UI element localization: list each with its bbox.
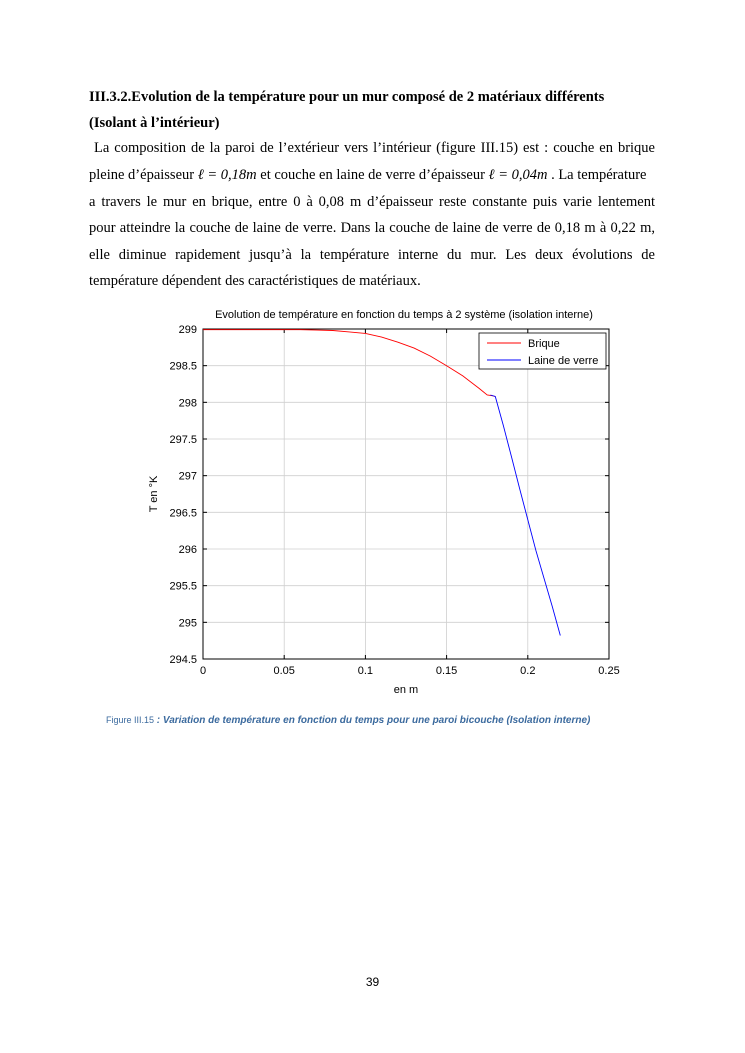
- paragraph-line-3: a travers le mur en brique, entre 0 à 0,08 m d’épaisseur reste constante puis varie lentement: [89, 194, 655, 210]
- paragraph-text: . La température: [547, 167, 647, 183]
- y-tick-label: 296.5: [169, 507, 197, 520]
- x-tick-label: 0.15: [435, 665, 458, 677]
- legend-label: Brique: [528, 338, 560, 350]
- plot-frame: [203, 329, 609, 659]
- x-tick-label: 0.2: [520, 665, 536, 677]
- paragraph-line-1: La composition de la paroi de l’extérieur vers l’intérieur (figure III.15) est : couche en brique: [89, 140, 655, 156]
- figure-caption: [106, 715, 590, 726]
- paragraph-text: et couche en laine de verre d’épaisseur: [256, 167, 489, 183]
- x-tick-label: 0.25: [598, 665, 620, 677]
- y-tick-label: 295.5: [169, 580, 197, 593]
- equation-thickness-glasswool: ℓ = 0,04m: [488, 167, 548, 183]
- x-tick-label: 0.05: [273, 665, 295, 677]
- y-tick-label: 296: [178, 544, 197, 556]
- section-subheading: (Isolant à l’intérieur): [89, 115, 220, 131]
- paragraph-line-5: elle diminue rapidement jusqu’à la température interne du mur. Les deux évolutions de: [89, 247, 655, 263]
- figure-caption-text: : Variation de température en fonction du temps pour une paroi bicouche (Isolation interne): [154, 715, 591, 726]
- y-tick-label: 298.5: [169, 360, 197, 373]
- series-line-brique: [203, 330, 495, 397]
- x-tick-label: 0: [199, 665, 207, 677]
- y-tick-label: 295: [178, 617, 197, 630]
- section-heading: III.3.2.Evolution de la température pour un mur composé de 2 matériaux différents: [89, 89, 605, 105]
- series-line-laine-de-verre: [490, 395, 560, 636]
- paragraph-line-4: pour atteindre la couche de laine de verre. Dans la couche de laine de verre de 0,18 m à 0,22 m,: [89, 220, 655, 236]
- y-tick-label: 294.5: [169, 654, 197, 666]
- y-tick-label: 298: [178, 397, 197, 410]
- figure-label: Figure III.15: [106, 715, 155, 725]
- equation-thickness-brick: ℓ = 0,18m: [197, 167, 257, 183]
- paragraph-text: pleine d’épaisseur: [89, 167, 198, 183]
- x-tick-label: 0.1: [357, 665, 374, 677]
- y-tick-label: 299: [178, 324, 197, 336]
- x-axis-label: en m: [393, 684, 419, 696]
- chart-title: Evolution de température en fonction du temps à 2 système (isolation interne): [215, 309, 593, 321]
- y-axis-label: T en °K: [148, 475, 160, 513]
- y-tick-label: 297.5: [169, 434, 197, 446]
- temperature-chart: [140, 300, 630, 700]
- paragraph-line-6: température dépendent des caractéristiques de matériaux.: [89, 273, 421, 289]
- legend-label: Laine de verre: [528, 355, 599, 367]
- y-tick-label: 297: [178, 470, 197, 483]
- paragraph-line-2: [89, 167, 655, 184]
- page-number: 39: [365, 975, 380, 989]
